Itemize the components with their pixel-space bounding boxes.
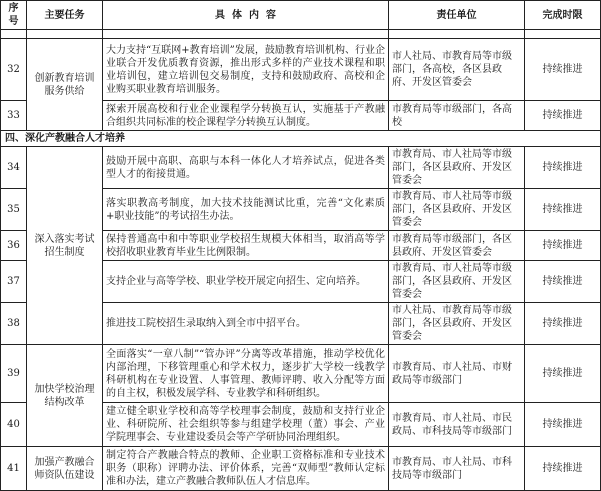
row-num: 38 [1,303,27,345]
table-row [1,447,601,491]
header-num: 序号 [1,1,27,30]
row-content: 建立健全职业学校和高等学校理事会制度，鼓励和支持行业企业、科研院所、社会组织等参与组建学校理（董）事会、产业学院理事会、专业建设委员会等产学研协同治理组织。 [103,403,389,447]
row-unit: 市教育局、市人社局、市财政局等市级部门 [389,345,525,403]
section-row [1,131,601,147]
row-num: 40 [1,403,27,447]
row-unit: 市教育局、市人社局、市科技局等市级部门 [389,447,525,491]
row-num: 41 [1,447,27,491]
row-time: 持续推进 [525,403,601,447]
task-cell: 深入落实考试招生制度 [27,147,103,345]
row-content: 落实职教高考制度，加大技术技能测试比重，完善“文化素质+职业技能”的考试招生办法。 [103,189,389,231]
row-unit: 市教育局等市级部门，各区县政府、开发区管委会 [389,231,525,261]
row-content [103,30,389,39]
row-unit: 市教育局、市人社局等市级部门，各区县政府、开发区管委会 [389,189,525,231]
row-content: 大力支持“互联网+教育培训”发展，鼓励教育培训机构、行业企业联合开发优质教育资源，推出形式多样的产业技术课程和职业培训包，建立培训包交易制度，支持和鼓励政府、高校和企业购买职业教育培训服务。 [103,39,389,101]
table-header-row [1,1,601,30]
header-content: 具 体 内 容 [103,1,389,30]
row-unit: 市人社局、市教育局等市级部门，各区县政府、开发区管委会 [389,303,525,345]
row-num: 33 [1,101,27,131]
row-num: 36 [1,231,27,261]
header-task: 主要任务 [27,1,103,30]
row-time: 持续推进 [525,147,601,189]
row-unit: 市教育局、市人社局等市级部门，各区县政府、开发区管委会 [389,261,525,303]
table-row [1,147,601,189]
header-unit: 责任单位 [389,1,525,30]
row-task [27,30,103,39]
row-time: 持续推进 [525,39,601,101]
row-time [525,30,601,39]
row-num: 32 [1,39,27,101]
row-time: 持续推进 [525,447,601,491]
row-content: 鼓励开展中高职、高职与本科一体化人才培养试点，促进各类型人才的衔接贯通。 [103,147,389,189]
task-cell: 加强产教融合师资队伍建设 [27,447,103,491]
header-time: 完成时限 [525,1,601,30]
row-unit: 市人社局、市教育局等市级部门，各高校，各区县政府、开发区管委会 [389,39,525,101]
row-time: 持续推进 [525,345,601,403]
section-heading: 四、深化产教融合人才培养 [1,131,601,147]
row-content: 制定符合产教融合特点的教师、企业职工资格标准和专业技术职务（职称）评聘办法、评价体系，完善“双师型”教师认定标准和办法，建立产教融合教师队伍人才信息库。 [103,447,389,491]
row-content: 探索开展高校和行业企业课程学分转换互认，实施基于产教融合组织共同标准的校企课程学分转换互认制度。 [103,101,389,131]
row-time: 持续推进 [525,261,601,303]
table-row [1,345,601,403]
task-cell: 加快学校治理结构改革 [27,345,103,447]
row-num: 37 [1,261,27,303]
table-row [1,30,601,39]
row-num: 34 [1,147,27,189]
row-content: 支持企业与高等学校、职业学校开展定向招生、定向培养。 [103,261,389,303]
row-time: 持续推进 [525,303,601,345]
row-time: 持续推进 [525,101,601,131]
row-time: 持续推进 [525,189,601,231]
row-content: 推进技工院校招生录取纳入到全市中招平台。 [103,303,389,345]
row-unit: 市教育局等市级部门，各高校 [389,101,525,131]
row-content: 保持普通高中和中等职业学校招生规模大体相当，取消高等学校招收职业教育毕业生比例限制。 [103,231,389,261]
row-num: 35 [1,189,27,231]
table-row [1,39,601,101]
row-unit: 市教育局、市人社局等市级部门，各区县政府、开发区管委会 [389,147,525,189]
task-cell: 创新教育培训服务供给 [27,39,103,131]
row-num: 39 [1,345,27,403]
row-num [1,30,27,39]
row-time: 持续推进 [525,231,601,261]
row-content: 全面落实“一章八制”“管办评”分离等改革措施，推动学校优化内部治理，下移管理重心和学术权力，逐步扩大学校一线教学科研机构在专业设置、人事管理、教师评聘、收入分配等方面的自主权，积极发展学科、专业教学和科研组织。 [103,345,389,403]
row-unit: 市教育局、市人社局、市民政局、市科技局等市级部门 [389,403,525,447]
row-unit [389,30,525,39]
